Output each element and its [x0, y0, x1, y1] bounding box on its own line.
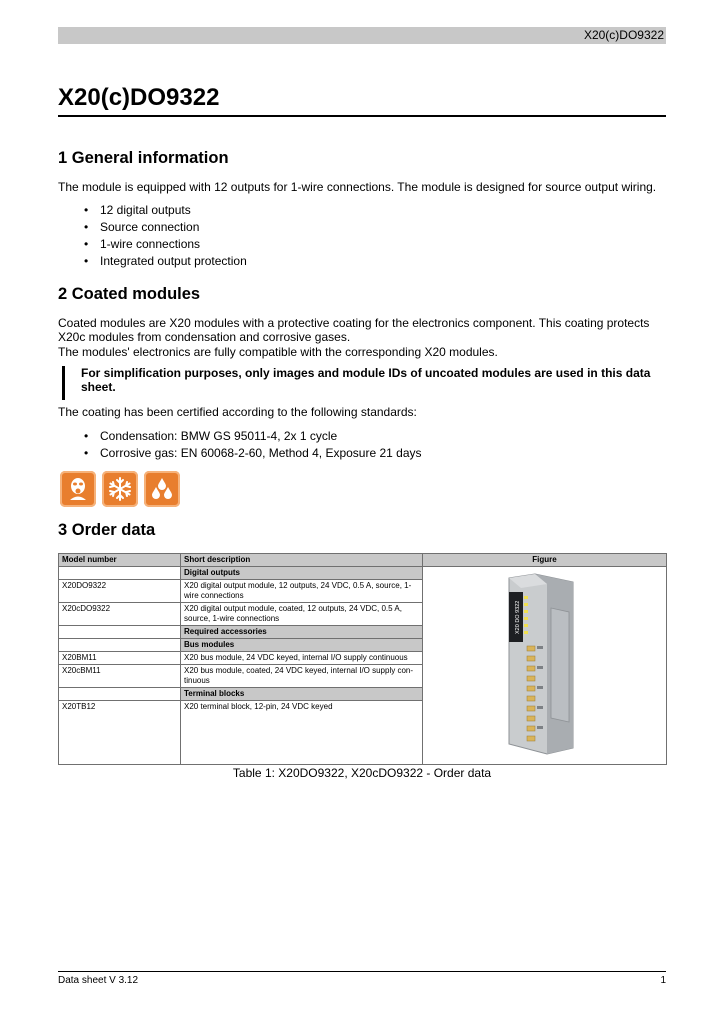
table-row — [59, 567, 667, 580]
group-label: Required accessories — [181, 626, 423, 639]
gas-mask-icon — [60, 471, 96, 507]
coated-para-1: Coated modules are X20 modules with a protective coating for the electronics component. This coating protects X20c modules from condensation and corrosive gases. — [58, 316, 650, 345]
list-item: • Corrosive gas: EN 60068-2-60, Method 4, Exposure 21 days — [84, 445, 422, 462]
list-item: • Integrated output protection — [84, 253, 247, 270]
running-header — [58, 27, 666, 44]
feature-list — [84, 202, 247, 270]
module-label: X20 DO 9322 — [515, 600, 521, 634]
footer-version: Data sheet V 3.12 — [58, 975, 139, 986]
note-box — [62, 366, 666, 400]
list-item: • Source connection — [84, 219, 247, 236]
standards-intro: The coating has been certified according to the following standards: — [58, 405, 417, 419]
short-description: X20 bus module, coated, 24 VDC keyed, internal I/O supply con-tinuous — [181, 665, 423, 688]
standards-list — [84, 428, 422, 462]
group-label: Digital outputs — [181, 567, 423, 580]
order-data-table — [58, 553, 667, 765]
group-label: Terminal blocks — [181, 688, 423, 701]
list-item: • 1-wire connections — [84, 236, 247, 253]
short-description: X20 digital output module, coated, 12 outputs, 24 VDC, 0.5 A, source, 1-wire connections — [181, 603, 423, 626]
group-label: Bus modules — [181, 639, 423, 652]
table-caption: Table 1: X20DO9322, X20cDO9322 - Order data — [232, 766, 492, 780]
model-number: X20DO9322 — [59, 580, 181, 603]
column-header-description: Short description — [181, 554, 423, 567]
list-item: • 12 digital outputs — [84, 202, 247, 219]
model-number: X20cDO9322 — [59, 603, 181, 626]
section-heading-coated: 2 Coated modules — [58, 285, 201, 303]
section-heading-general: 1 General information — [58, 149, 229, 167]
short-description: X20 digital output module, 12 outputs, 24 VDC, 0.5 A, source, 1-wire connections — [181, 580, 423, 603]
page-footer — [58, 971, 666, 986]
running-title: X20(c)DO9322 — [583, 28, 664, 42]
module-figure — [423, 568, 667, 760]
table-header-row — [59, 554, 667, 567]
model-number: X20BM11 — [59, 652, 181, 665]
snowflake-icon — [102, 471, 138, 507]
general-intro: The module is equipped with 12 outputs for 1-wire connections. The module is designed for source output wiring. — [58, 180, 657, 194]
column-header-model: Model number — [59, 554, 181, 567]
model-number: X20TB12 — [59, 701, 181, 765]
coated-para-2: The modules' electronics are fully compatible with the corresponding X20 modules. — [58, 345, 498, 359]
list-item: • Condensation: BMW GS 95011-4, 2x 1 cycle — [84, 428, 422, 445]
short-description: X20 bus module, 24 VDC keyed, internal I/O supply continuous — [181, 652, 423, 665]
droplets-icon — [144, 471, 180, 507]
short-description: X20 terminal block, 12-pin, 24 VDC keyed — [181, 701, 423, 765]
column-header-figure: Figure — [423, 554, 667, 567]
page-number: 1 — [660, 975, 666, 986]
note-text: For simplification purposes, only images and module IDs of uncoated modules are used in this data sheet. — [81, 366, 651, 395]
section-heading-order: 3 Order data — [58, 521, 156, 539]
page-title: X20(c)DO9322 — [58, 84, 666, 117]
product-figure-cell — [423, 567, 667, 765]
model-number: X20cBM11 — [59, 665, 181, 688]
